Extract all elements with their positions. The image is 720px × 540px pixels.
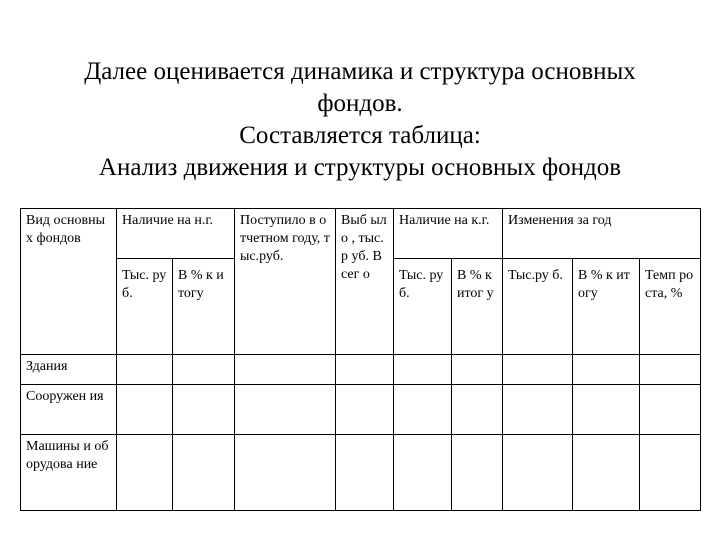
row-label: Здания (21, 355, 117, 385)
table-cell (573, 435, 640, 511)
fixed-assets-table (20, 208, 701, 511)
header-start-pct: В % к итогу (173, 259, 235, 355)
header-received: Поступило в отчетном году, тыс.руб. (235, 209, 336, 355)
table-cell (640, 385, 701, 435)
table-cell (336, 435, 394, 511)
header-change-rub: Тыс.ру б. (503, 259, 573, 355)
table-cell (394, 355, 452, 385)
table-cell (573, 385, 640, 435)
header-start-rub: Тыс. руб. (117, 259, 173, 355)
title-line: Анализ движения и структуры основных фондов (98, 154, 622, 181)
table-cell (394, 385, 452, 435)
row-label: Сооружен ия (21, 385, 117, 435)
table-cell (452, 435, 503, 511)
table-cell (336, 385, 394, 435)
header-available-end: Наличие на к.г. (394, 209, 503, 259)
table-cell (235, 435, 336, 511)
table-cell (173, 435, 235, 511)
table-cell (503, 355, 573, 385)
row-label: Машины и оборудова ние (21, 435, 117, 511)
title-line: Составляется таблица: (239, 122, 481, 149)
table-cell (235, 385, 336, 435)
table-cell (640, 355, 701, 385)
header-asset-type: Вид основных фондов (21, 209, 117, 355)
header-available-start: Наличие на н.г. (117, 209, 235, 259)
table-cell (452, 355, 503, 385)
table-cell (235, 355, 336, 385)
table-cell (394, 435, 452, 511)
table-cell (503, 435, 573, 511)
header-growth-rate: Темп роста, % (640, 259, 701, 355)
table-cell (336, 355, 394, 385)
header-change-pct: В % к итогу (573, 259, 640, 355)
table-cell (117, 435, 173, 511)
slide-title (30, 56, 690, 184)
table-cell (117, 385, 173, 435)
table-cell (640, 435, 701, 511)
title-line: фондов. (317, 90, 403, 117)
table-cell (573, 355, 640, 385)
header-changes: Изменения за год (503, 209, 701, 259)
table-cell (117, 355, 173, 385)
table-cell (503, 385, 573, 435)
table-cell (173, 355, 235, 385)
header-retired: Выб ыло , тыс.р уб. Всег о (336, 209, 394, 355)
table-cell (173, 385, 235, 435)
header-end-pct: В % к итог у (452, 259, 503, 355)
table-cell (452, 385, 503, 435)
header-end-rub: Тыс. руб. (394, 259, 452, 355)
title-line: Далее оценивается динамика и структура основных (84, 58, 636, 85)
